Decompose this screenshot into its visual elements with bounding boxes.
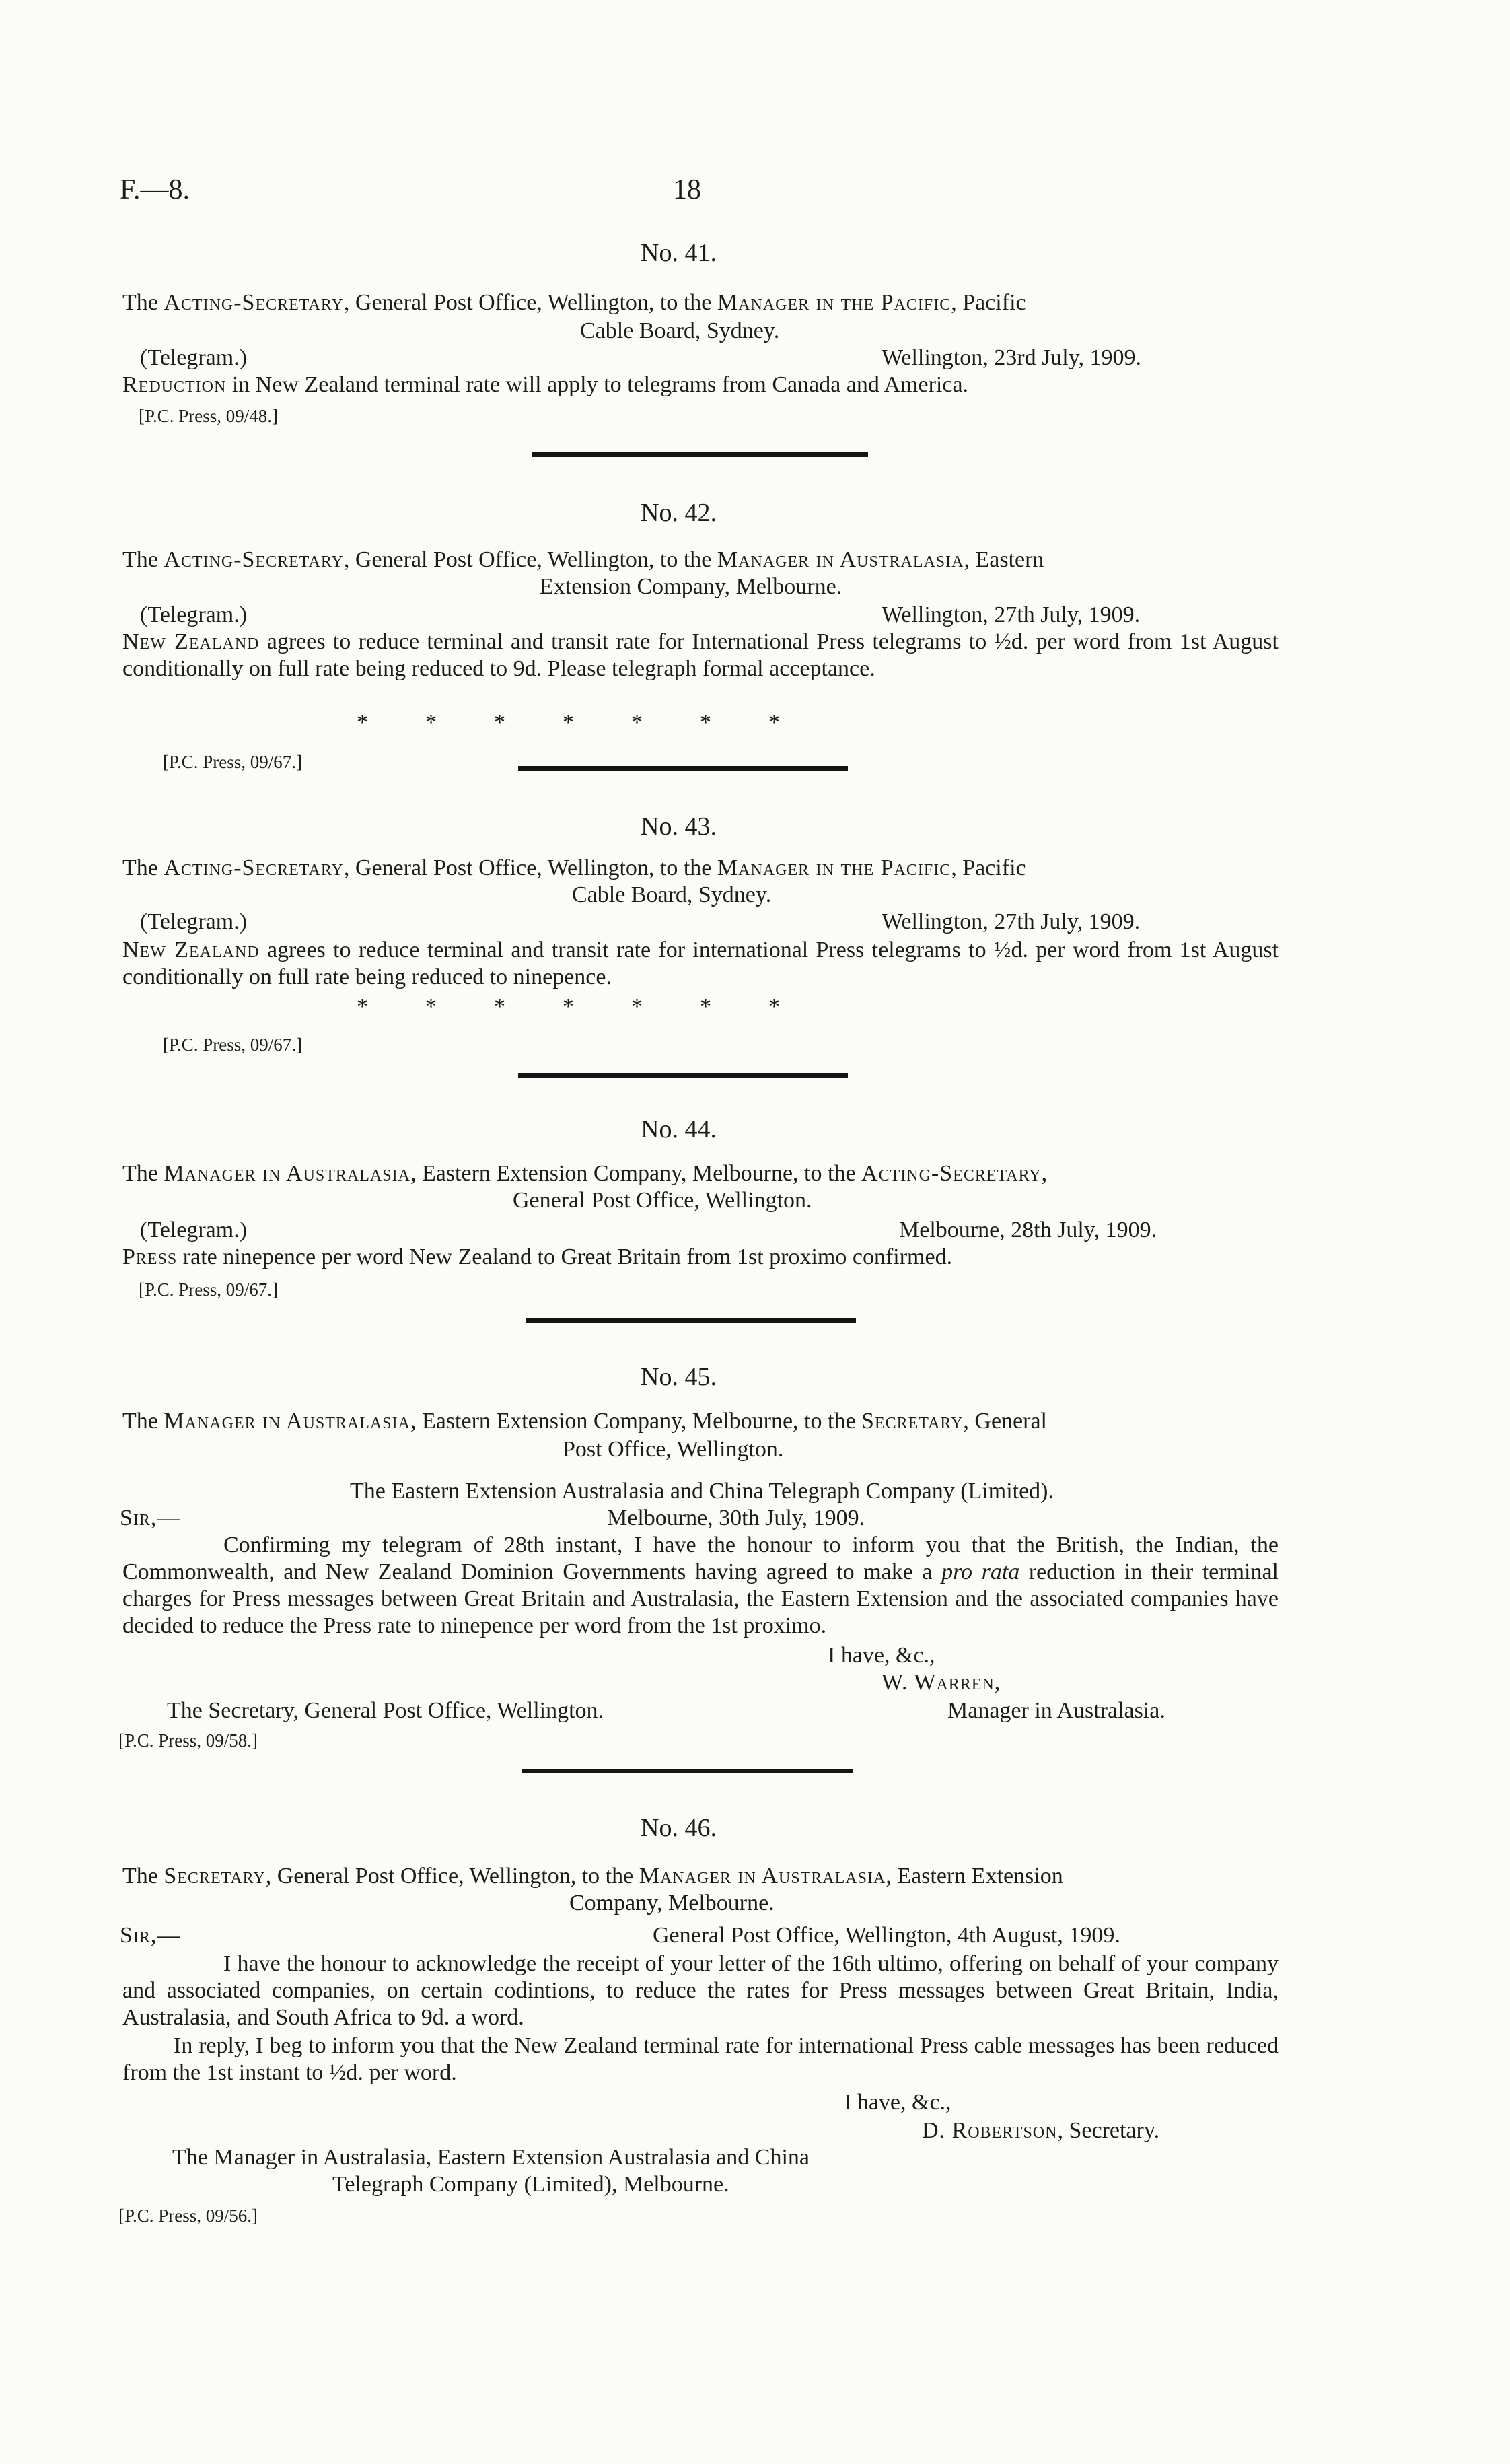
doc43-body: New Zealand agrees to reduce terminal and transit rate for international Press telegrams to ½d. per word from 1st August conditionally on full rate being reduced to ninepence.	[122, 938, 1279, 989]
doc44-address-cont: General Post Office, Wellington.	[513, 1188, 812, 1213]
doc44-dateline: Melbourne, 28th July, 1909.	[899, 1218, 1157, 1242]
doc45-signature: W. Warren,	[882, 1670, 1001, 1695]
doc44-body: Press rate ninepence per word New Zealand to Great Britain from 1st proximo confirmed.	[122, 1244, 953, 1269]
doc46-signature: D. Robertson, Secretary.	[922, 2118, 1160, 2143]
doc45-address: The Manager in Australasia, Eastern Extension Company, Melbourne, to the Secretary, General	[122, 1409, 1047, 1434]
doc43-kind: (Telegram.)	[140, 909, 248, 934]
doc45-recipient: The Secretary, General Post Office, Wellington.	[167, 1698, 604, 1723]
divider-rule	[522, 1769, 853, 1773]
doc42-ref: [P.C. Press, 09/67.]	[163, 752, 303, 772]
divider-rule	[526, 1318, 856, 1323]
doc43-address: The Acting-Secretary, General Post Office, Wellington, to the Manager in the Pacific, Pacific	[122, 855, 1026, 880]
doc44-address: The Manager in Australasia, Eastern Extension Company, Melbourne, to the Acting-Secretary,	[122, 1161, 1048, 1186]
doc46-address: The Secretary, General Post Office, Wellington, to the Manager in Australasia, Eastern Extension	[122, 1864, 1063, 1889]
doc46-salutation: Sir,—	[120, 1923, 181, 1948]
doc46-ref: [P.C. Press, 09/56.]	[118, 2206, 258, 2226]
doc42-number: No. 42.	[641, 499, 717, 527]
doc41-number: No. 41.	[641, 239, 717, 267]
doc43-dateline: Wellington, 27th July, 1909.	[882, 909, 1141, 934]
doc45-ref: [P.C. Press, 09/58.]	[118, 1730, 258, 1751]
doc43-ellipsis-stars: * * * * * * *	[357, 994, 780, 1019]
doc44-ref: [P.C. Press, 09/67.]	[139, 1279, 279, 1300]
doc45-dateline: Melbourne, 30th July, 1909.	[607, 1506, 865, 1530]
doc46-address-cont: Company, Melbourne.	[569, 1891, 775, 1915]
doc41-address: The Acting-Secretary, General Post Office, Wellington, to the Manager in the Pacific, Pacific	[122, 290, 1026, 315]
doc46-recipient-line-1: The Manager in Australasia, Eastern Extension Australasia and China	[172, 2145, 810, 2170]
doc41-address-cont: Cable Board, Sydney.	[580, 318, 780, 343]
doc45-signer-title: Manager in Australasia.	[947, 1698, 1165, 1723]
doc44-number: No. 44.	[641, 1115, 717, 1143]
doc42-body: New Zealand agrees to reduce terminal and transit rate for International Press telegrams to ½d. per word from 1st August conditionally on full rate being reduced to 9d. Please telegraph formal acceptance.	[122, 629, 1279, 681]
doc43-address-cont: Cable Board, Sydney.	[572, 882, 772, 907]
doc41-ref: [P.C. Press, 09/48.]	[139, 406, 279, 426]
doc45-body: Confirming my telegram of 28th instant, I have the honour to inform you that the British, the Indian, the Commonwealth, and New Zealand Dominion Governments having agreed to make a pro rata reduction in their terminal charges for Press messages between Great Britain and Australasia, the Eastern Extension and the associated companies have decided to reduce the Press rate to ninepence per word from the 1st proximo.	[122, 1533, 1279, 1638]
doc46-number: No. 46.	[641, 1814, 717, 1842]
doc45-number: No. 45.	[641, 1363, 717, 1391]
doc42-ellipsis-stars: * * * * * * *	[357, 710, 780, 735]
doc45-address-cont: Post Office, Wellington.	[563, 1437, 784, 1462]
doc46-recipient-line-2: Telegraph Company (Limited), Melbourne.	[332, 2172, 729, 2197]
doc42-address: The Acting-Secretary, General Post Office, Wellington, to the Manager in Australasia, Eastern	[122, 547, 1044, 572]
doc45-company: The Eastern Extension Australasia and China Telegraph Company (Limited).	[350, 1479, 1054, 1504]
doc46-closing: I have, &c.,	[844, 2090, 951, 2115]
divider-rule	[518, 766, 848, 771]
divider-rule	[518, 1073, 848, 1078]
divider-rule	[532, 452, 868, 457]
doc45-salutation: Sir,—	[120, 1506, 181, 1530]
doc44-kind: (Telegram.)	[140, 1218, 248, 1242]
doc46-paragraph-2: In reply, I beg to inform you that the New Zealand terminal rate for international Press cable messages has been reduced from the 1st instant to ½d. per word.	[122, 2033, 1279, 2085]
doc41-body: Reduction in New Zealand terminal rate will apply to telegrams from Canada and America.	[122, 372, 969, 397]
doc41-dateline: Wellington, 23rd July, 1909.	[882, 345, 1142, 370]
doc46-dateline: General Post Office, Wellington, 4th August, 1909.	[653, 1923, 1120, 1948]
doc45-closing: I have, &c.,	[828, 1643, 935, 1668]
doc42-kind: (Telegram.)	[140, 602, 248, 627]
doc46-paragraph-1: I have the honour to acknowledge the receipt of your letter of the 16th ultimo, offering on behalf of your company and associated companies, on certain codintions, to reduce the rates for Press messages between Great Britain, India, Australasia, and South Africa to 9d. a word.	[122, 1951, 1279, 2030]
doc43-ref: [P.C. Press, 09/67.]	[163, 1034, 303, 1055]
page-number: 18	[673, 174, 701, 205]
doc43-number: No. 43.	[641, 812, 717, 841]
doc42-dateline: Wellington, 27th July, 1909.	[882, 602, 1141, 627]
series-label: F.—8.	[120, 174, 190, 205]
doc41-kind: (Telegram.)	[140, 345, 248, 370]
doc42-address-cont: Extension Company, Melbourne.	[540, 574, 842, 599]
